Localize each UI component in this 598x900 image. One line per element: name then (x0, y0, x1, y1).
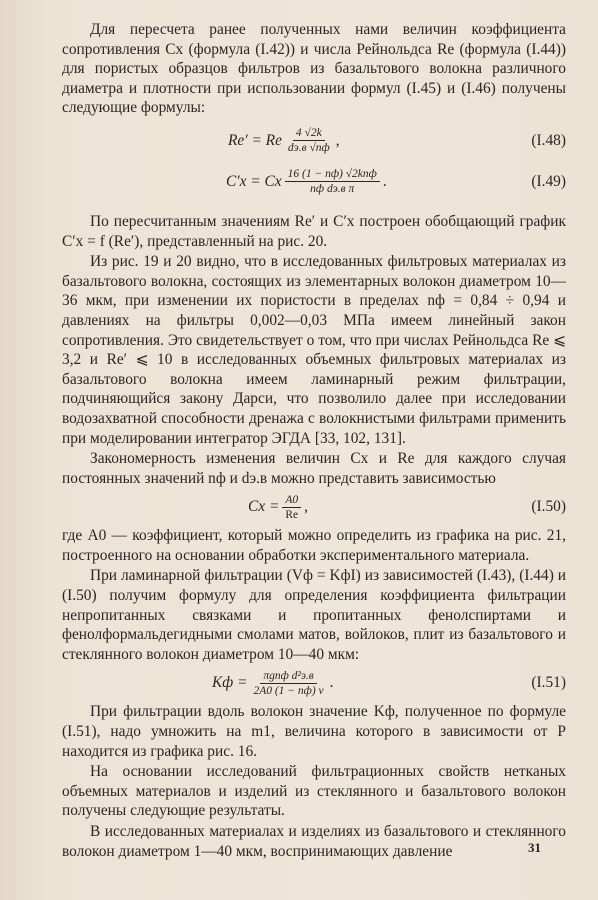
formula-1-49-denominator: nф dэ.в π (310, 183, 355, 196)
formula-1-49-lhs: C′x = Cx (226, 172, 282, 190)
formula-1-49-numerator: 16 (1 − nф) √2knф (285, 167, 380, 182)
formula-1-48-tail: , (335, 131, 340, 149)
formula-1-48-denominator: dэ.в √nф (287, 142, 330, 155)
paragraph-7: При фильтрации вдоль волокон значение Kф, полученное по формуле (I.51), надо умножить на m1, величина которого в зависимости от P находится из графика рис. 16. (62, 703, 566, 760)
paragraph-3: Из рис. 19 и 20 видно, что в исследованных фильтровых материалах из базальтового волокна, состоящих из элементарных волокон диаметром 10—36 мкм, при изменении их пористости в пределах nф = 0,84 ÷ 0,94 и давлениях на фильтры 0,002—0,03 МПа имеем линейный закон сопротивления. Это свидетельствует о том, что при числах Рейнольдса Re ⩽ 3,2 и Re′ ⩽ 10 в исследованных объемных фильтровых материалах из базальтового волокна имеем ламинарный режим фильтрации, подчиняющийся закону Дарси, что позволило далее при исследовании водозахватной способности дренажа с волокнистыми фильтрами применить при моделировании интегратор ЭГДА [33, 102, 131]. (62, 253, 566, 447)
formula-1-50-number: (I.50) (531, 498, 566, 516)
formula-1-49 (62, 160, 566, 204)
formula-1-51-fraction (250, 669, 326, 698)
page-number: 31 (528, 840, 541, 855)
formula-1-50-fraction (282, 493, 301, 522)
paragraph-8: На основании исследований фильтрационных свойств нетканых объемных материалов и изделий из стеклянного и базальтового волокон получены следующие результаты. (62, 763, 566, 820)
formula-1-51-lhs: Kф = (212, 674, 248, 692)
formula-1-49-fraction (285, 167, 380, 196)
formula-1-51 (62, 664, 566, 702)
formula-1-50 (62, 488, 566, 526)
formula-1-48-lhs: Re′ = Re (228, 131, 282, 149)
formula-1-48-fraction (285, 126, 333, 155)
formula-1-48 (62, 122, 566, 160)
formula-1-51-numerator: πgnф d²э.в (260, 669, 316, 684)
formula-1-49-tail: . (382, 172, 387, 190)
paragraph-2: По пересчитанным значениям Re′ и C′x построен обобщающий график C′x = f (Re′), представленный на рис. 20. (62, 212, 566, 250)
formula-1-49-number: (I.49) (531, 172, 566, 190)
formula-1-50-tail: , (304, 498, 308, 516)
formula-1-51-denominator: 2A0 (1 − nф) ν (253, 684, 324, 697)
formula-1-51-tail: . (329, 674, 334, 692)
paragraph-1: Для пересчета ранее полученных нами величин коэффициента сопротивления Cx (формула (I.42)) и числа Рейнольдса Re (формула (I.44)) для пористых образцов фильтров из базальтового волокна различного диаметра и плотности при использовании формул (I.45) и (I.46) получены следующие формулы: (62, 21, 566, 117)
paragraph-9: В исследованных материалах и изделиях из базальтового и стеклянного волокон диаметром 1—40 мкм, воспринимающих давление (62, 823, 566, 860)
paragraph-6: При ламинарной фильтрации (Vф = KфI) из зависимостей (I.43), (I.44) и (I.50) получим формулу для определения коэффициента фильтрации непропитанных связками и пропитанных фенолспиртами и фенолформальдегидными смолами матов, войлоков, плит из базальтового и стеклянного волокон диаметром 10—40 мкм: (62, 567, 566, 663)
formula-1-50-numerator: A0 (282, 493, 301, 508)
formula-1-50-denominator: Re (285, 508, 299, 521)
formula-1-48-numerator: 4 √2k (293, 126, 325, 141)
formula-1-48-number: (I.48) (531, 131, 566, 149)
paragraph-4: Закономерность изменения величин Cx и Re для каждого случая постоянных значений nф и dэ.в можно представить зависимостью (62, 450, 566, 487)
formula-1-51-number: (I.51) (531, 674, 566, 692)
formula-1-50-lhs: Cx = (248, 498, 280, 516)
paragraph-5: где A0 — коэффициент, который можно определить из графика на рис. 21, построенного на основании обработки экспериментального материала. (62, 527, 566, 564)
